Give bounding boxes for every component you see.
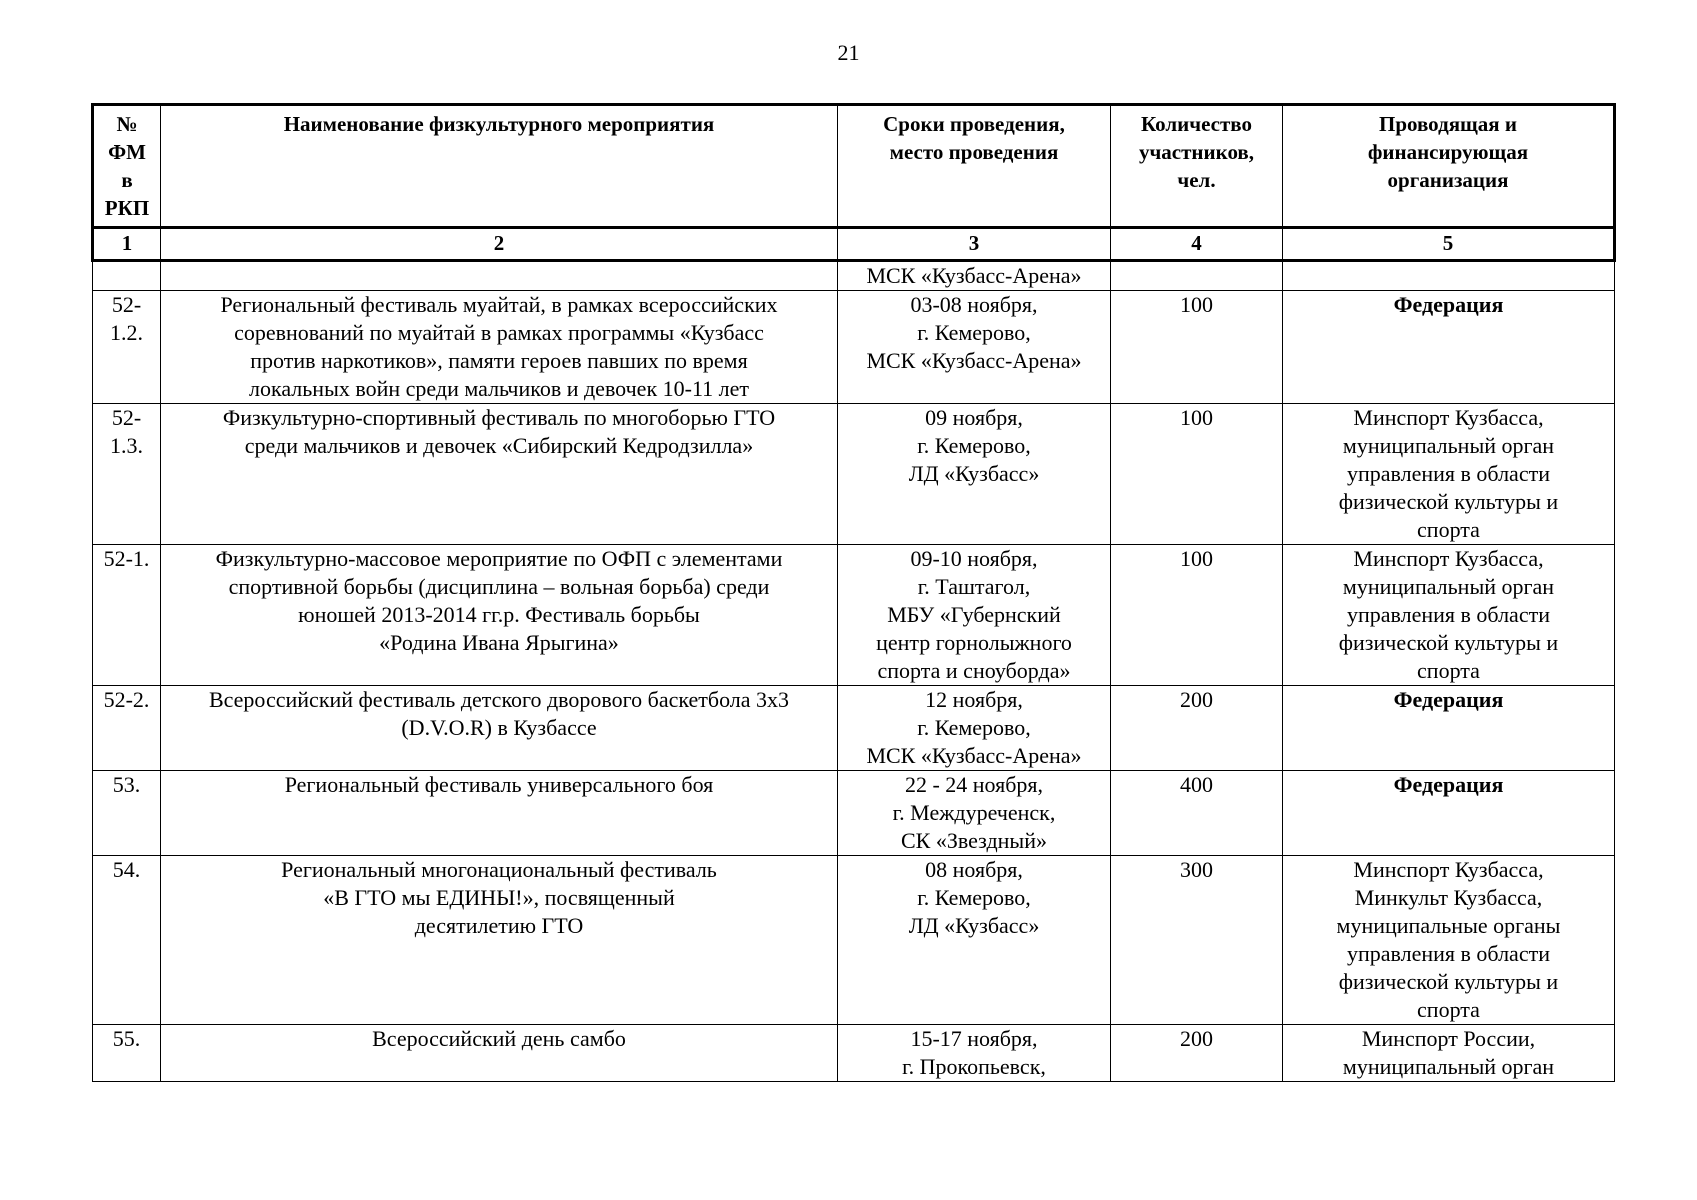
cell-number — [93, 404, 161, 545]
cell-line: Минкульт Кузбасса, — [1354, 885, 1543, 910]
cell-line: физической культуры и — [1338, 489, 1559, 514]
cell-dates-place — [838, 291, 1111, 404]
cell-line: муниципальные органы — [1336, 913, 1561, 938]
cell-event-name — [161, 545, 838, 686]
cell-line: муниципальный орган — [1342, 1054, 1555, 1079]
header-line: РКП — [104, 196, 150, 220]
cell-line: управления в области — [1347, 461, 1550, 486]
cell-line: физической культуры и — [1338, 969, 1559, 994]
header-line: место проведения — [889, 140, 1059, 164]
table-row — [93, 291, 1615, 404]
cell-line: 52-2. — [103, 687, 150, 712]
header-line: в — [121, 168, 133, 192]
cell-line: десятилетию ГТО — [414, 913, 584, 938]
cell-line: г. Кемерово, — [917, 433, 1031, 458]
cell-number — [93, 686, 161, 771]
cell-line: г. Кемерово, — [917, 320, 1031, 345]
header-line: чел. — [1177, 168, 1216, 192]
cell-organization — [1283, 686, 1615, 771]
cell-line: 52- — [111, 292, 142, 317]
cell-line: Федерация — [1393, 292, 1504, 317]
cell-participants: 100 — [1111, 545, 1283, 686]
cell-line: г. Прокопьевск, — [902, 1054, 1046, 1079]
cell-line: локальных войн среди мальчиков и девочек 10-11 лет — [249, 376, 749, 401]
table-body — [93, 261, 1615, 1082]
cell-line: Минспорт России, — [1361, 1026, 1536, 1051]
column-number: 4 — [1111, 228, 1283, 261]
cell-participants: 100 — [1111, 404, 1283, 545]
header-number — [93, 105, 161, 228]
cell-line: физической культуры и — [1338, 630, 1559, 655]
cell-line: Физкультурно-массовое мероприятие по ОФП с элементами — [215, 546, 783, 571]
cell-line: Физкультурно-спортивный фестиваль по многоборью ГТО — [222, 405, 776, 430]
cell-event-name — [161, 291, 838, 404]
cell-line: МСК «Кузбасс-Арена» — [866, 263, 1082, 288]
table-row — [93, 404, 1615, 545]
cell-line: спортивной борьбы (дисциплина – вольная борьба) среди — [228, 574, 770, 599]
cell-line: Региональный многонациональный фестиваль — [281, 857, 717, 882]
cell-line: СК «Звездный» — [901, 828, 1047, 853]
cell-line: г. Таштагол, — [917, 574, 1031, 599]
cell-line: спорта — [1417, 658, 1480, 683]
header-line: финансирующая — [1367, 140, 1529, 164]
cell-number — [93, 856, 161, 1025]
cell-organization — [1283, 261, 1615, 291]
cell-line: Минспорт Кузбасса, — [1353, 546, 1544, 571]
cell-line: «В ГТО мы ЕДИНЫ!», посвященный — [323, 885, 675, 910]
cell-line: МСК «Кузбасс-Арена» — [866, 348, 1082, 373]
header-line: Количество — [1140, 112, 1253, 136]
cell-line: 09 ноября, — [925, 405, 1023, 430]
cell-line: 03-08 ноября, — [910, 292, 1038, 317]
cell-organization — [1283, 1025, 1615, 1082]
header-row — [93, 105, 1615, 228]
cell-participants — [1111, 261, 1283, 291]
cell-event-name — [161, 771, 838, 856]
cell-number — [93, 1025, 161, 1082]
header-participants — [1111, 105, 1283, 228]
cell-participants: 200 — [1111, 686, 1283, 771]
header-line: Наименование физкультурного мероприятия — [283, 112, 715, 136]
header-line: Сроки проведения, — [883, 112, 1065, 136]
cell-line: ЛД «Кузбасс» — [908, 913, 1040, 938]
cell-line: «Родина Ивана Ярыгина» — [379, 630, 619, 655]
cell-line: управления в области — [1347, 941, 1550, 966]
cell-dates-place — [838, 1025, 1111, 1082]
cell-line: г. Кемерово, — [917, 715, 1031, 740]
column-number: 3 — [838, 228, 1111, 261]
cell-line: против наркотиков», памяти героев павших по время — [250, 348, 748, 373]
table-row — [93, 856, 1615, 1025]
table-row — [93, 261, 1615, 291]
cell-event-name — [161, 686, 838, 771]
cell-line: соревнований по муайтай в рамках программы «Кузбасс — [234, 320, 764, 345]
cell-line: центр горнолыжного — [876, 630, 1072, 655]
cell-line: спорта и сноуборда» — [877, 658, 1071, 683]
header-event-name — [161, 105, 838, 228]
header-line: ФМ — [108, 140, 146, 164]
cell-line: Федерация — [1393, 772, 1504, 797]
cell-event-name — [161, 856, 838, 1025]
cell-dates-place — [838, 404, 1111, 545]
cell-event-name — [161, 1025, 838, 1082]
cell-dates-place — [838, 686, 1111, 771]
cell-line: Всероссийский фестиваль детского дворового баскетбола 3х3 — [208, 687, 790, 712]
cell-line: г. Кемерово, — [917, 885, 1031, 910]
table-row — [93, 686, 1615, 771]
header-line: Проводящая и — [1378, 112, 1517, 136]
cell-line: 15-17 ноября, — [910, 1026, 1038, 1051]
cell-dates-place — [838, 771, 1111, 856]
cell-participants: 100 — [1111, 291, 1283, 404]
cell-line: 1.2. — [110, 320, 143, 345]
column-number-row — [93, 228, 1615, 261]
cell-line: 09-10 ноября, — [910, 546, 1038, 571]
header-line: участников, — [1138, 140, 1255, 164]
cell-organization — [1283, 291, 1615, 404]
cell-participants: 200 — [1111, 1025, 1283, 1082]
cell-line: управления в области — [1347, 602, 1550, 627]
header-organization — [1283, 105, 1615, 228]
cell-number — [93, 545, 161, 686]
cell-line: 52-1. — [103, 546, 150, 571]
cell-line: спорта — [1417, 517, 1480, 542]
cell-number — [93, 261, 161, 291]
header-line: № — [116, 112, 138, 136]
cell-participants: 400 — [1111, 771, 1283, 856]
cell-line: ЛД «Кузбасс» — [908, 461, 1040, 486]
cell-organization — [1283, 771, 1615, 856]
cell-line: г. Междуреченск, — [892, 800, 1056, 825]
column-number: 2 — [161, 228, 838, 261]
events-table — [91, 103, 1616, 1082]
cell-line: 53. — [112, 772, 141, 797]
cell-event-name — [161, 404, 838, 545]
cell-line: 54. — [112, 857, 141, 882]
cell-organization — [1283, 545, 1615, 686]
cell-line: 08 ноября, — [925, 857, 1023, 882]
cell-line: 12 ноября, — [925, 687, 1023, 712]
cell-line: МСК «Кузбасс-Арена» — [866, 743, 1082, 768]
cell-organization — [1283, 404, 1615, 545]
cell-line: 22 - 24 ноября, — [904, 772, 1044, 797]
cell-line: спорта — [1417, 997, 1480, 1022]
cell-event-name — [161, 261, 838, 291]
cell-line: Минспорт Кузбасса, — [1353, 857, 1544, 882]
cell-line: Всероссийский день самбо — [372, 1026, 626, 1051]
cell-line: муниципальный орган — [1342, 574, 1555, 599]
page-number: 21 — [837, 40, 860, 65]
cell-line: МБУ «Губернский — [887, 602, 1061, 627]
table-row — [93, 1025, 1615, 1082]
cell-line: муниципальный орган — [1342, 433, 1555, 458]
cell-line: 1.3. — [110, 433, 143, 458]
cell-organization — [1283, 856, 1615, 1025]
cell-line: Минспорт Кузбасса, — [1353, 405, 1544, 430]
column-number: 1 — [93, 228, 161, 261]
column-number: 5 — [1283, 228, 1615, 261]
cell-participants: 300 — [1111, 856, 1283, 1025]
cell-number — [93, 771, 161, 856]
header-line: организация — [1387, 168, 1509, 192]
cell-number — [93, 291, 161, 404]
cell-dates-place — [838, 856, 1111, 1025]
cell-line: Региональный фестиваль универсального боя — [284, 772, 714, 797]
cell-line: 52- — [111, 405, 142, 430]
cell-line: 55. — [112, 1026, 141, 1051]
cell-dates-place — [838, 261, 1111, 291]
cell-line: Федерация — [1393, 687, 1504, 712]
cell-line: среди мальчиков и девочек «Сибирский Кедродзилла» — [244, 433, 754, 458]
table-row — [93, 771, 1615, 856]
cell-line: (D.V.O.R) в Кузбассе — [401, 715, 597, 740]
table-row — [93, 545, 1615, 686]
header-dates-place — [838, 105, 1111, 228]
cell-line: Региональный фестиваль муайтай, в рамках всероссийских — [220, 292, 778, 317]
cell-dates-place — [838, 545, 1111, 686]
cell-line: юношей 2013-2014 гг.р. Фестиваль борьбы — [298, 602, 700, 627]
